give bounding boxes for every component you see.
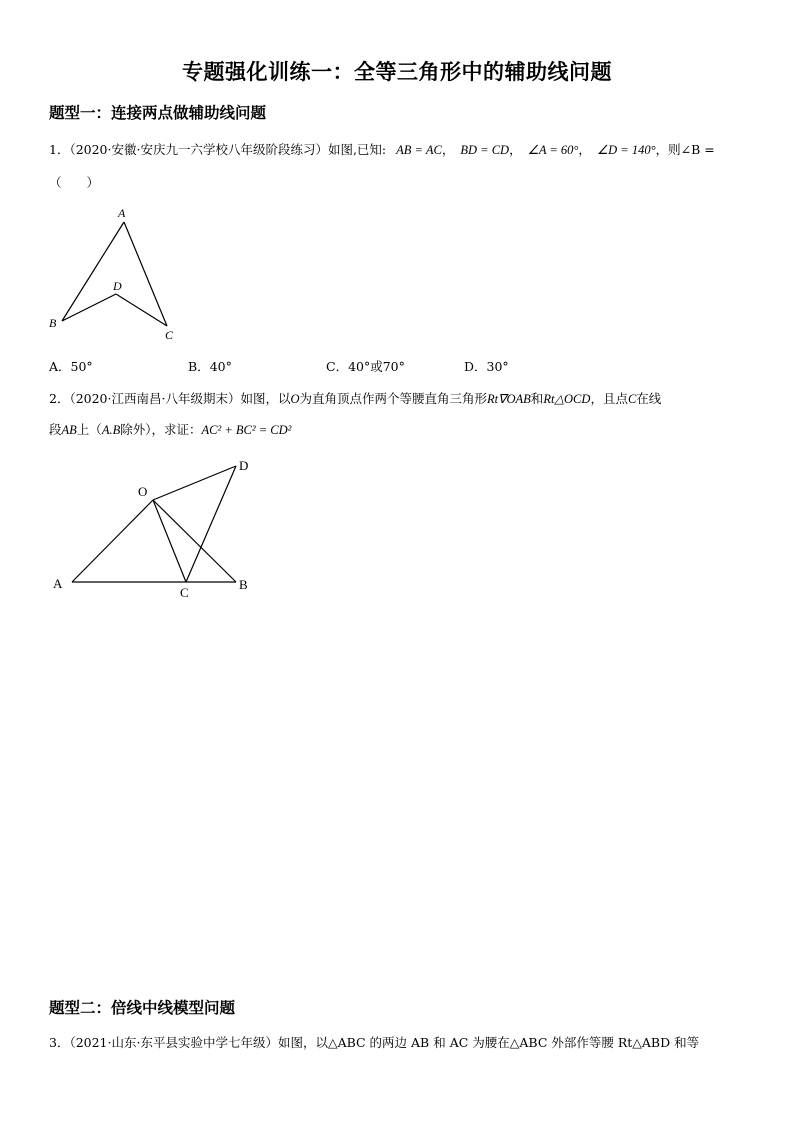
segment-ob — [153, 500, 236, 582]
question-source: （2020·江西南昌·八年级期末）如图，以 — [69, 391, 291, 406]
option-letter: A． — [49, 359, 71, 374]
label-a: A — [53, 576, 63, 591]
condition-angle-a: ∠A = 60° — [527, 143, 579, 157]
question-text: 上（ — [76, 422, 102, 437]
figure-q1 — [40, 200, 190, 350]
condition-bd-cd: BD = CD — [460, 143, 510, 157]
formula: AC² + BC² = CD² — [201, 423, 292, 437]
condition-angle-d: ∠D = 140° — [596, 143, 656, 157]
question-text: 在线 — [636, 391, 662, 406]
separator: ， — [441, 142, 455, 157]
question-source: （2020·安徽·安庆九一六学校八年级阶段练习）如图,已知: — [69, 142, 387, 157]
question-3-line-1: 3．（2021·山东·东平县实验中学七年级）如图，以△ABC 的两边 AB 和 AC 为腰在△ABC 外部作等腰 Rt△ABD 和等 — [49, 1035, 700, 1050]
separator: ， — [509, 142, 522, 157]
label-b: B — [239, 577, 248, 592]
option-text: 40° — [209, 359, 232, 374]
section-heading-1: 题型一：连接两点做辅助线问题 — [49, 103, 267, 122]
triangle-ocd: Rt△OCD — [543, 392, 591, 406]
segment-ac — [124, 222, 167, 326]
figure-q2 — [40, 450, 270, 610]
section-heading-2: 题型二：倍线中线模型问题 — [49, 998, 236, 1017]
question-text: ，且点 — [590, 391, 628, 406]
option-text: 40°或70° — [348, 359, 405, 374]
option-c[interactable] — [326, 357, 405, 375]
question-tail: ，则∠B = — [655, 142, 715, 157]
label-c: C — [180, 585, 189, 600]
segment-oa — [72, 500, 153, 582]
option-letter: C． — [326, 359, 349, 374]
question-text: 段 — [49, 422, 62, 437]
page-title: 专题强化训练一：全等三角形中的辅助线问题 — [182, 59, 612, 84]
option-d[interactable] — [464, 357, 509, 375]
option-letter: D． — [464, 359, 487, 374]
label-a: A — [118, 206, 126, 220]
segment-oc — [153, 500, 186, 582]
question-1-line-1 — [49, 140, 715, 158]
points-a-b: A.B — [101, 423, 121, 437]
question-number: 1． — [49, 142, 70, 157]
option-letter: B． — [188, 359, 210, 374]
option-text: 30° — [486, 359, 509, 374]
question-2-line-2 — [49, 420, 291, 438]
condition-ab-ac: AB = AC — [396, 143, 442, 157]
option-b[interactable] — [188, 357, 232, 375]
question-text: 和 — [530, 391, 544, 406]
triangle-oab: Rt∇OAB — [487, 392, 531, 406]
label-b: B — [49, 316, 57, 330]
point-c: C — [627, 392, 637, 406]
question-2-line-1 — [49, 389, 661, 407]
segment-ab-text: AB — [61, 423, 77, 437]
question-text: 除外），求证： — [120, 422, 202, 437]
label-c: C — [165, 328, 174, 342]
question-text: 为直角顶点作两个等腰直角三角形 — [299, 391, 488, 406]
option-text: 50° — [70, 359, 93, 374]
separator: ， — [578, 142, 591, 157]
option-a[interactable] — [49, 357, 93, 375]
answer-blank: （ ） — [49, 175, 100, 190]
label-d: D — [239, 458, 249, 473]
point-o: O — [290, 392, 300, 406]
label-o: O — [138, 484, 148, 499]
segment-dc — [116, 294, 167, 326]
question-number: 2． — [49, 391, 70, 406]
label-d: D — [113, 279, 122, 293]
